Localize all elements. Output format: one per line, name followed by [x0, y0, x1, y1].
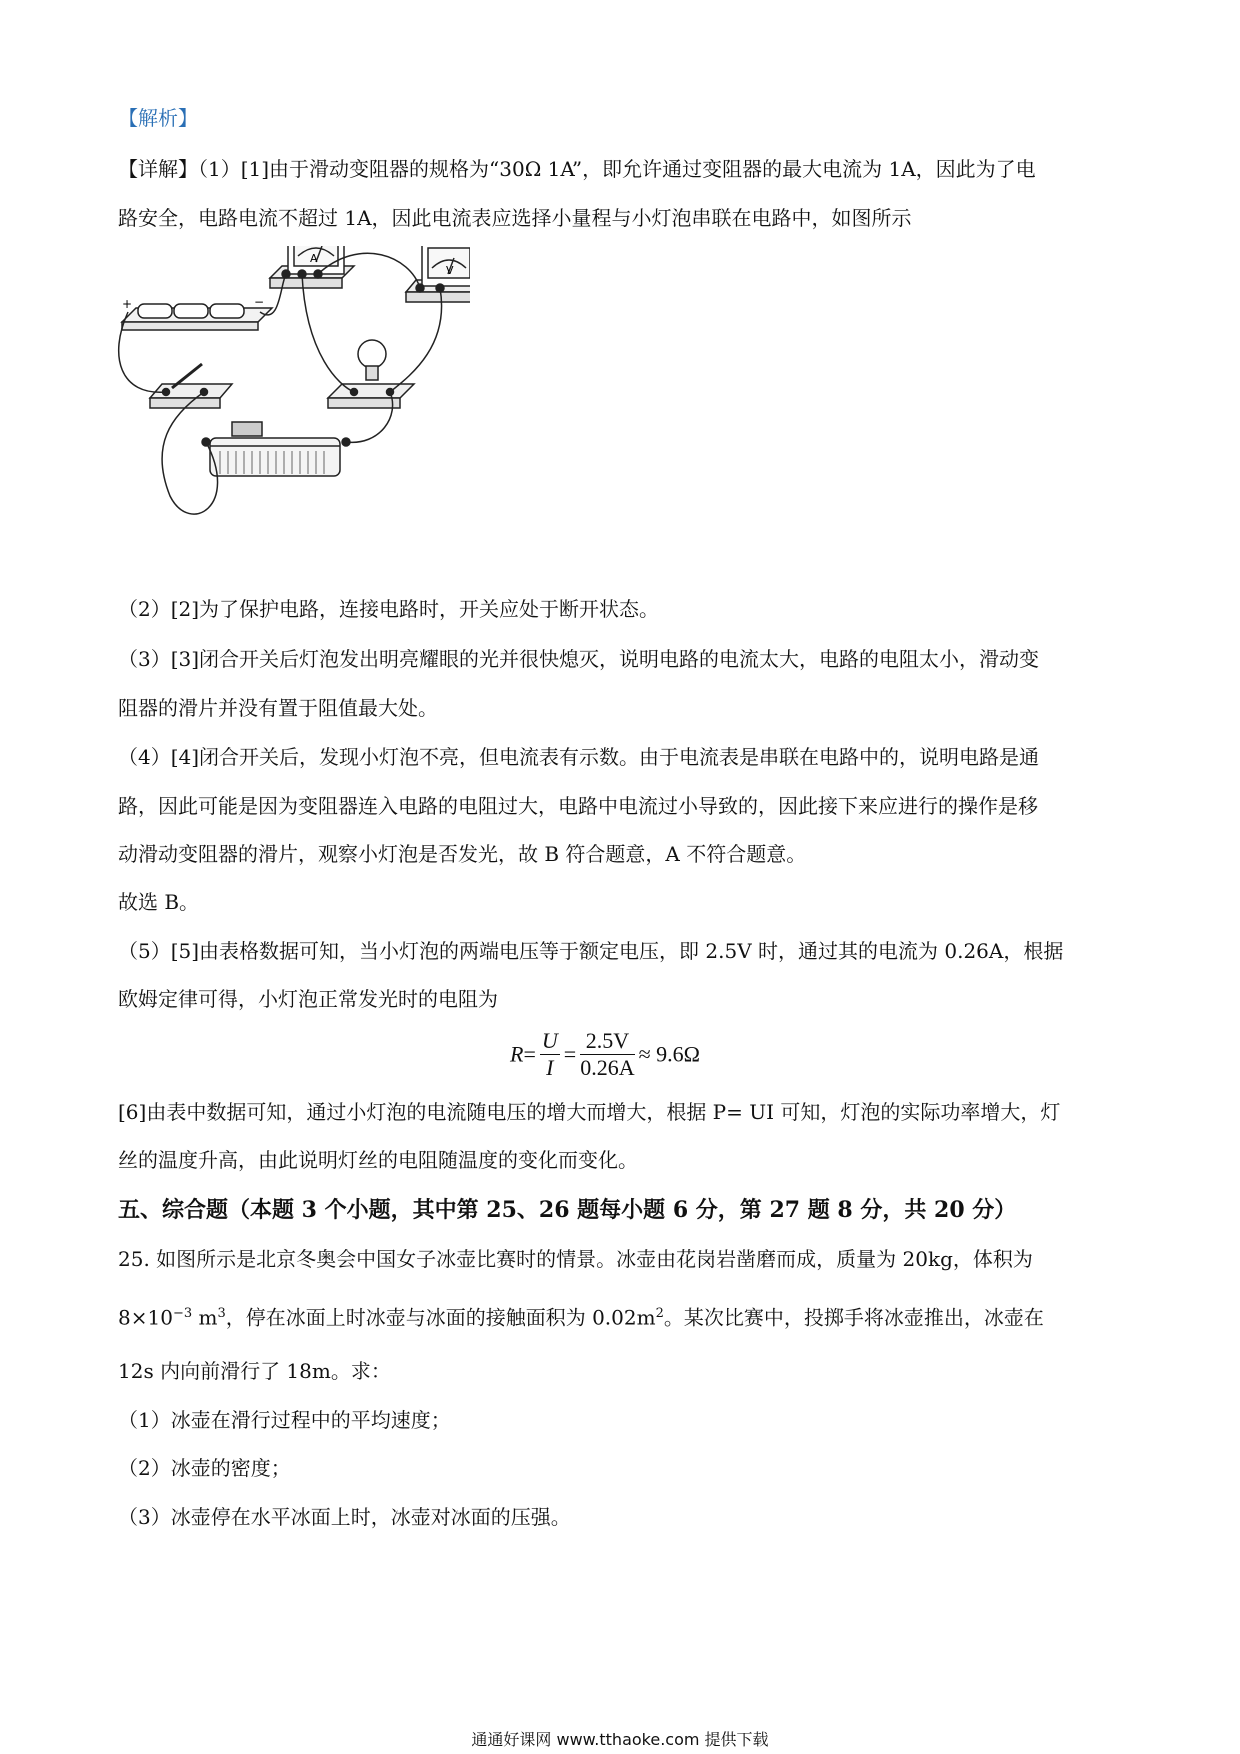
plus-sign: +	[122, 297, 133, 311]
answer-6-line-2: 丝的温度升高，由此说明灯丝的电阻随温度的变化而变化。	[118, 1148, 638, 1172]
formula-fraction-2	[580, 1028, 634, 1081]
battery-pack	[122, 304, 272, 330]
answer-4-line-3: 动滑动变阻器的滑片，观察小灯泡是否发光，故 B 符合题意，A 不符合题意。	[118, 842, 807, 866]
formula-approx: ≈ 9.6Ω	[638, 1041, 701, 1067]
ohms-law-formula	[510, 1028, 700, 1081]
answer-5-line-1: （5）[5]由表格数据可知，当小灯泡的两端电压等于额定电压，即 2.5V 时，通过其的电流为 0.26A，根据	[118, 939, 1064, 963]
question-25-line-1: 25. 如图所示是北京冬奥会中国女子冰壶比赛时的情景。冰壶由花岗岩凿磨而成，质量为 20kg，体积为	[118, 1247, 1033, 1271]
detail-line-1: 【详解】（1）[1]由于滑动变阻器的规格为“30Ω 1A”，即允许通过变阻器的最大电流为 1A，因此为了电	[118, 157, 1036, 181]
analysis-tag: 【解析】	[118, 106, 198, 130]
formula-num-2: 2.5V	[580, 1028, 634, 1055]
sub-question-1: （1）冰壶在滑行过程中的平均速度；	[118, 1408, 451, 1432]
answer-2: （2）[2]为了保护电路，连接电路时，开关应处于断开状态。	[118, 597, 660, 621]
formula-num-1: U	[541, 1028, 558, 1053]
detail-line-2: 路安全，电路电流不超过 1A，因此电流表应选择小量程与小灯泡串联在电路中，如图所示	[118, 206, 912, 230]
page-footer: 通通好课网 www.tthaoke.com 提供下载	[471, 1730, 769, 1749]
answer-3-line-2: 阻器的滑片并没有置于阻值最大处。	[118, 696, 438, 720]
sub-question-3: （3）冰壶停在水平冰面上时，冰壶对冰面的压强。	[118, 1505, 571, 1529]
volume-base: 8×10	[118, 1305, 173, 1330]
answer-6-line-1: [6]由表中数据可知，通过小灯泡的电流随电压的增大而增大，根据 P= UI 可知，灯泡的实际功率增大，灯	[118, 1100, 1061, 1124]
answer-4-line-4: 故选 B。	[118, 890, 200, 914]
area-unit-exponent: 2	[655, 1306, 664, 1321]
answer-3-line-1: （3）[3]闭合开关后灯泡发出明亮耀眼的光并很快熄灭，说明电路的电流太大，电路的电阻太小，滑动变	[118, 647, 1040, 671]
voltmeter-label: V	[446, 264, 454, 277]
answer-5-line-2: 欧姆定律可得，小灯泡正常发光时的电阻为	[118, 987, 498, 1011]
question-25-line-2	[118, 1300, 1044, 1332]
lamp	[328, 340, 414, 408]
question-25-line-2-end: 。某次比赛中，投掷手将冰壶推出，冰壶在	[663, 1305, 1044, 1330]
formula-fraction-1	[540, 1028, 560, 1081]
formula-eq-1: =	[523, 1041, 536, 1067]
question-25-line-3: 12s 内向前滑行了 18m。求：	[118, 1359, 391, 1383]
answer-4-line-2: 路，因此可能是因为变阻器连入电路的电阻过大，电路中电流过小导致的，因此接下来应进行的操作是移	[118, 794, 1038, 818]
volume-exponent: −3	[172, 1306, 193, 1321]
ammeter-label: A	[310, 252, 318, 265]
contact-area-text: ，停在冰面上时冰壶与冰面的接触面积为 0.02m	[225, 1305, 656, 1330]
circuit-diagram	[110, 246, 470, 536]
section-5-heading: 五、综合题（本题 3 个小题，其中第 25、26 题每小题 6 分，第 27 题 8 分，共 20 分）	[118, 1197, 1017, 1223]
answer-4-line-1: （4）[4]闭合开关后，发现小灯泡不亮，但电流表有示数。由于电流表是串联在电路中的，说明电路是通	[118, 745, 1040, 769]
formula-eq-2: =	[563, 1041, 577, 1067]
sub-question-2: （2）冰壶的密度；	[118, 1456, 291, 1480]
volume-unit-exponent: 3	[217, 1306, 226, 1321]
volume-unit: m	[192, 1305, 218, 1330]
rheostat	[202, 422, 350, 476]
formula-lhs: R	[510, 1041, 524, 1067]
voltmeter	[406, 246, 470, 302]
formula-den-1: I	[546, 1055, 554, 1080]
minus-sign: −	[254, 295, 265, 309]
formula-den-2: 0.26A	[580, 1055, 635, 1080]
